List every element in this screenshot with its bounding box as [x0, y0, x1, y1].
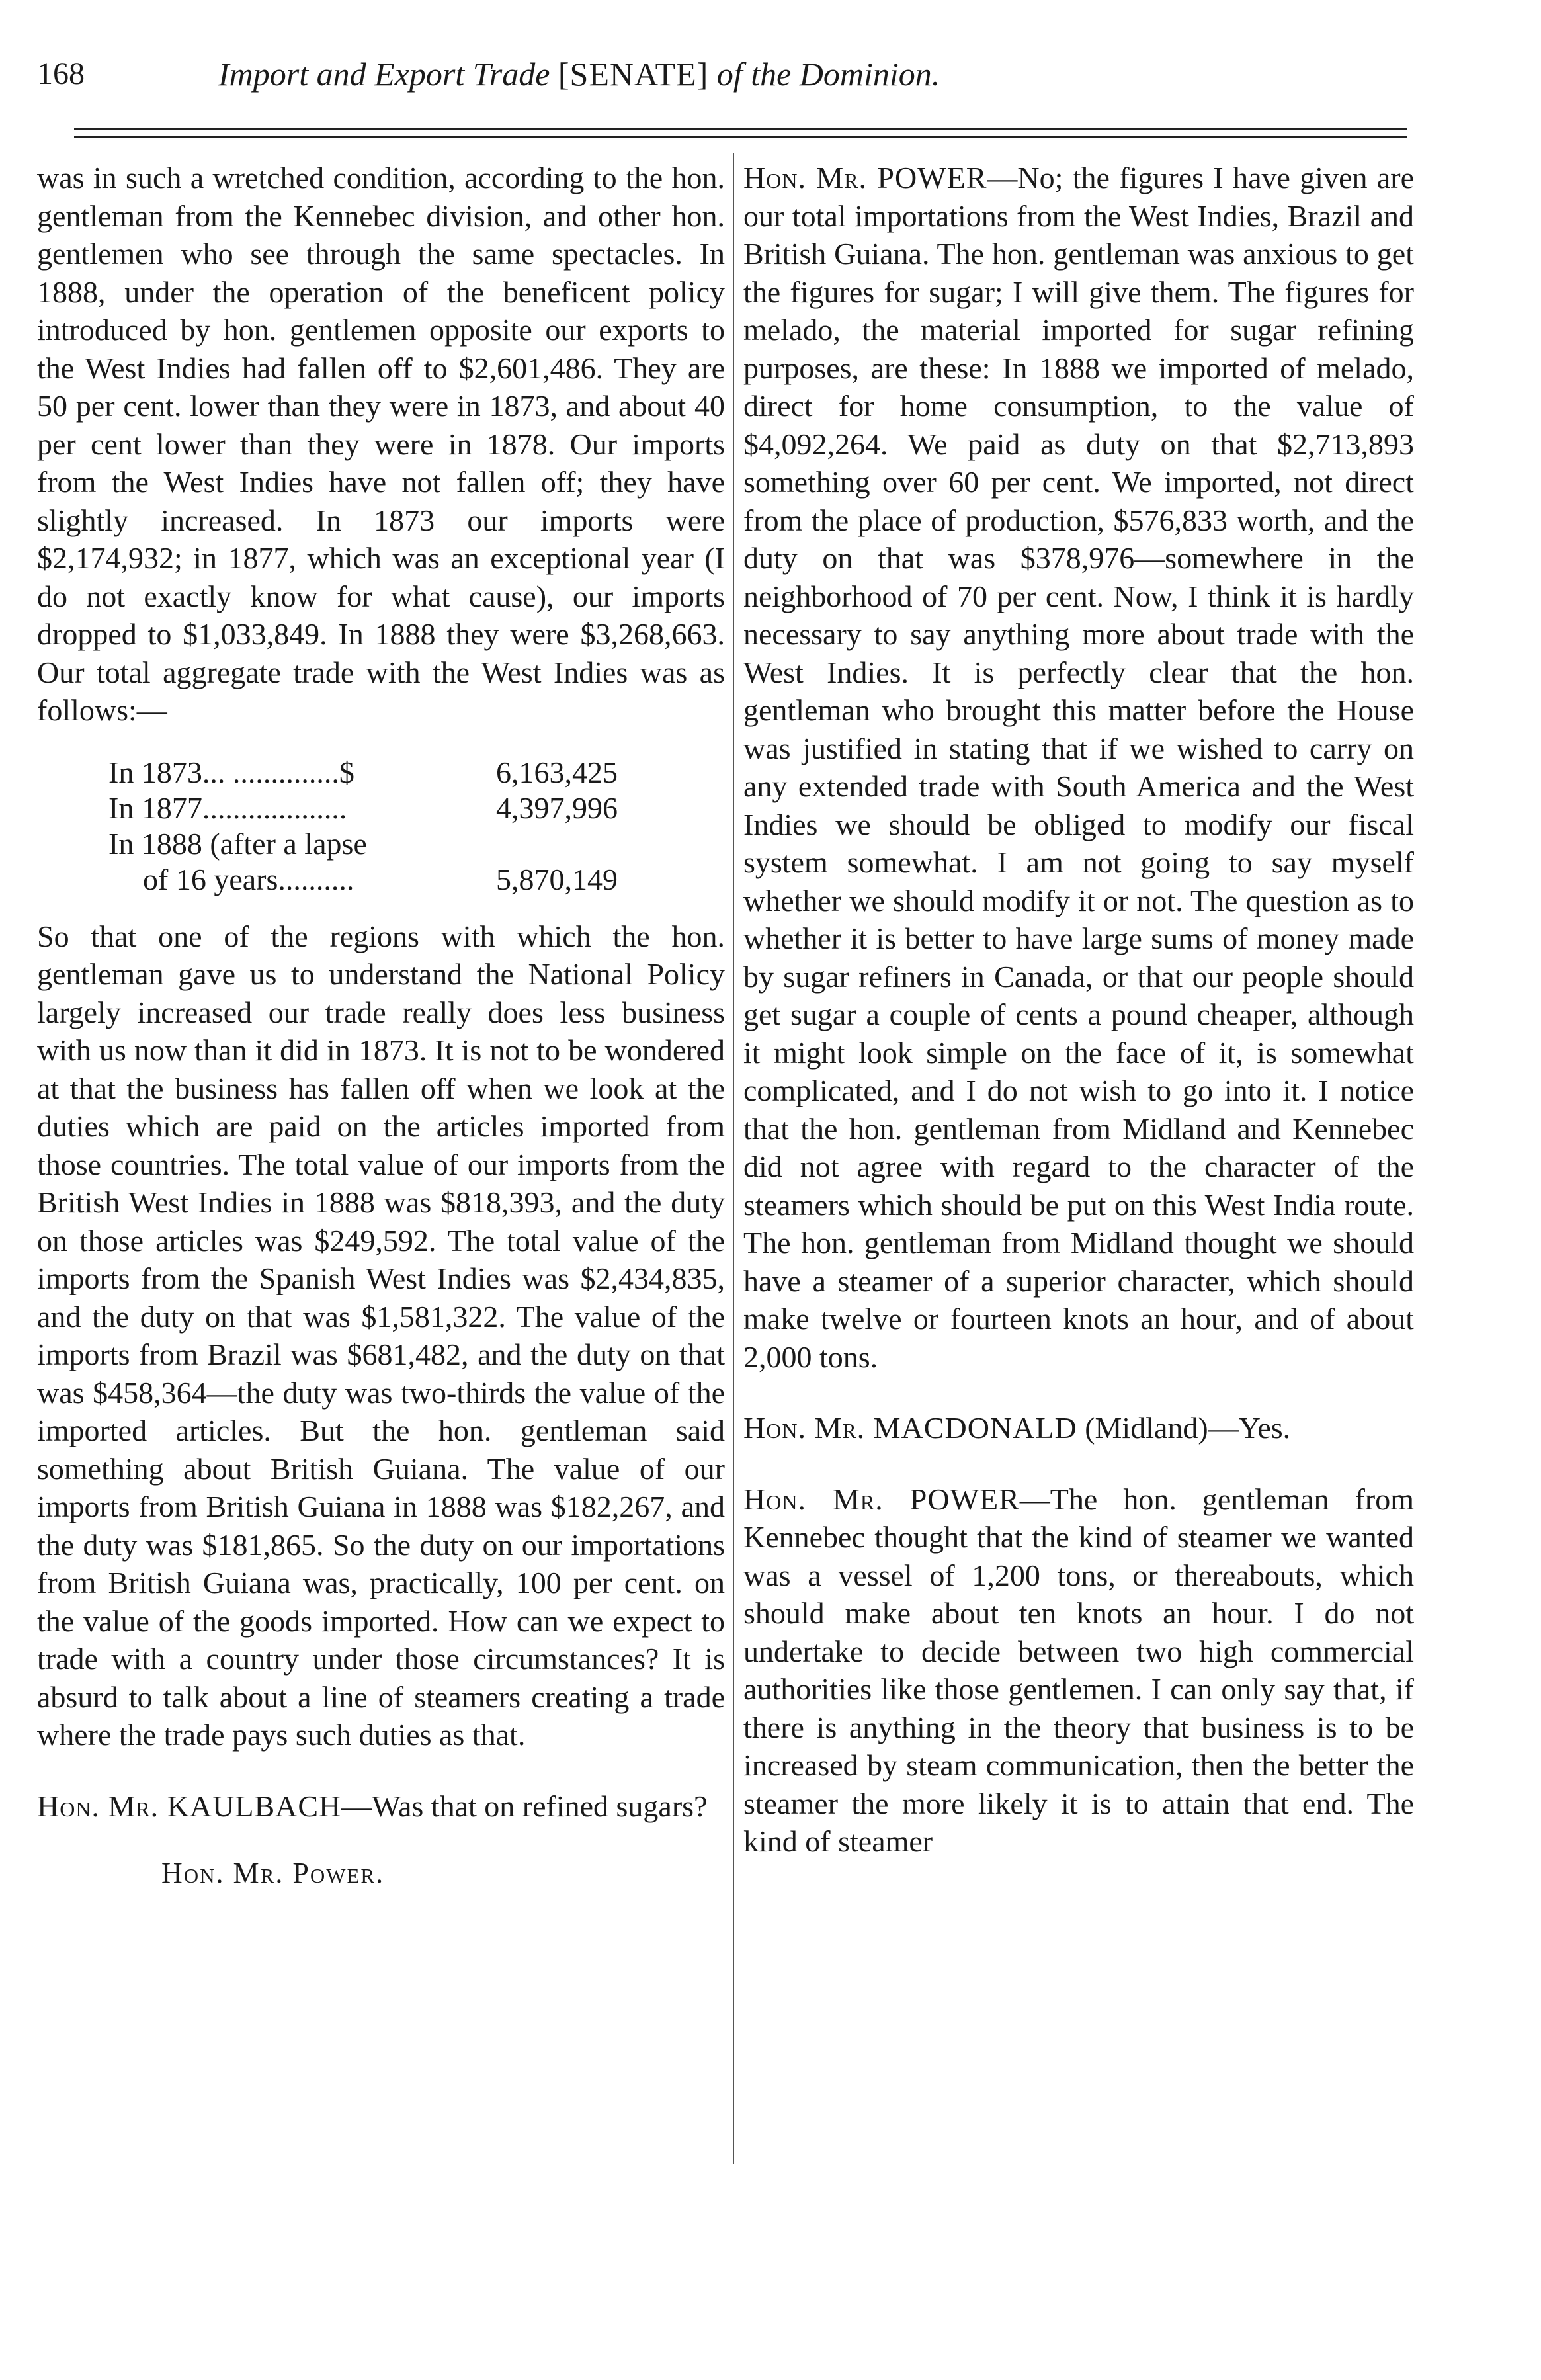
- left-column: [37, 159, 725, 1892]
- figure-amount: 5,870,149: [496, 862, 618, 896]
- figure-row: [108, 755, 725, 790]
- figure-row: [108, 862, 725, 898]
- running-title: [218, 54, 940, 94]
- paragraph-macdonald-reply: [743, 1409, 1414, 1447]
- figure-row: [108, 826, 725, 862]
- speech-text: —No; the figures I have given are our total importations from the West Indies, Brazil and British Guiana. The hon. gentleman was anxious to get the figures for sugar; I will give them. The figures for melado, the material imported for sugar refining purposes, are these: In 1888 we imported of melado, direct for home consumption, to the value of $4,092,264. We paid as duty on that $2,713,893 something over 60 per cent. We imported, not direct from the place of production, $576,833 worth, and the duty on that was $378,976—somewhere in the neighborhood of 70 per cent. Now, I think it is hardly necessary to say anything more about trade with the West Indies. It is perfectly clear that the hon. gentleman who brought this matter before the House was justified in stating that if we wished to carry on any extended trade with South America and the West Indies we should be obliged to modify our fiscal system somewhat. I am not going to say myself whether we should modify it or not. The question as to whether it is better to have large sums of money made by sugar refiners in Canada, or that our people should get sugar a couple of cents a pound cheaper, although it might look simple on the face of it, is somewhat complicated, and I do not wish to go into it. I notice that the hon. gentleman from Midland and Kennebec did not agree with regard to the character of the steamers which should be put on this West India route. The hon. gentleman from Midland thought we should have a steamer of a superior character, which should make twelve or fourteen knots an hour, and of about 2,000 tons.: [743, 161, 1414, 1374]
- paragraph-duties: So that one of the regions with which the hon. gentleman gave us to understand the National Policy largely increased our trade really does less business with us now than it did in 1873. It is not to be wondered at that the business has fallen off when we look at the duties which are paid on the articles imported from those countries. The total value of our imports from the British West Indies in 1888 was $818,393, and the duty on those articles was $249,592. The total value of the imports from the Spanish West Indies was $2,434,835, and the duty on that was $1,581,322. The value of the imports from Brazil was $681,482, and the duty on that was $458,364—the duty was two-thirds the value of the imported articles. But the hon. gentleman said something about British Guiana. The value of our imports from British Guiana in 1888 was $182,267, and the duty was $181,865. So the duty on our importations from British Guiana was, practically, 100 per cent. on the value of the goods imported. How can we expect to trade with a country under those circumstances? It is absurd to talk about a line of steamers creating a trade where the trade pays such duties as that.: [37, 919, 725, 1752]
- paragraph-kaulbach-question: [37, 1787, 725, 1826]
- figure-amount: 4,397,996: [496, 790, 618, 825]
- page-number: 168: [37, 56, 85, 91]
- chamber-label: [SENATE]: [558, 56, 709, 93]
- speaker-name: Hon. Mr. KAULBACH: [37, 1789, 342, 1823]
- header-rule-bottom: [74, 136, 1407, 138]
- aggregate-trade-figures: [108, 755, 725, 898]
- speech-text: (Midland)—Yes.: [1077, 1411, 1291, 1445]
- figure-year-label: In 1877...................: [108, 790, 347, 825]
- figure-year-label: In 1888 (after a lapse: [108, 826, 367, 861]
- right-column: [743, 159, 1414, 1861]
- figure-year-label: of 16 years..........: [143, 862, 354, 896]
- column-divider: [733, 153, 734, 2164]
- speech-text: —The hon. gentleman from Kennebec thought that the kind of steamer we wanted was a vessel of 1,200 tons, or thereabouts, which should make about ten knots an hour. I do not undertake to decide between two high commercial authorities like those gentlemen. I can only say that, if there is anything in the theory that business is to be increased by steam communication, then the better the steamer the more likely it is to attain that end. The kind of steamer: [743, 1482, 1414, 1858]
- page-header: [0, 54, 1541, 114]
- speaker-name: Hon. Mr. POWER: [743, 161, 987, 194]
- speech-text: —Was that on refined sugars?: [341, 1789, 708, 1823]
- speaker-name: Hon. Mr. MACDONALD: [743, 1411, 1077, 1445]
- speaker-name: Hon. Mr. POWER: [743, 1482, 1020, 1516]
- running-title-part-1: Import and Export Trade: [218, 56, 550, 93]
- paragraph-power-continued: [743, 1480, 1414, 1861]
- paragraph-trade-decline: was in such a wretched condition, according to the hon. gentleman from the Kennebec division, and other hon. gentlemen who see through the same spectacles. In 1888, under the operation of the beneficent policy introduced by hon. gentlemen opposite our exports to the West Indies had fallen off to $2,601,486. They are 50 per cent. lower than they were in 1873, and about 40 per cent lower than they were in 1878. Our imports from the West Indies have not fallen off; they have slightly increased. In 1873 our imports were $2,174,932; in 1877, which was an exceptional year (I do not exactly know for what cause), our imports dropped to $1,033,849. In 1888 they were $3,268,663. Our total aggregate trade with the West Indies was as follows:—: [37, 161, 725, 727]
- speaker-attribution: Hon. Mr. Power.: [161, 1857, 385, 1889]
- figure-year-label: In 1873... ..............$: [108, 755, 354, 789]
- figure-amount: 6,163,425: [496, 755, 618, 789]
- figure-row: [108, 790, 725, 826]
- paragraph-power-reply: [743, 159, 1414, 1376]
- running-title-part-2: of the Dominion.: [716, 56, 940, 93]
- header-rule-top: [74, 128, 1407, 130]
